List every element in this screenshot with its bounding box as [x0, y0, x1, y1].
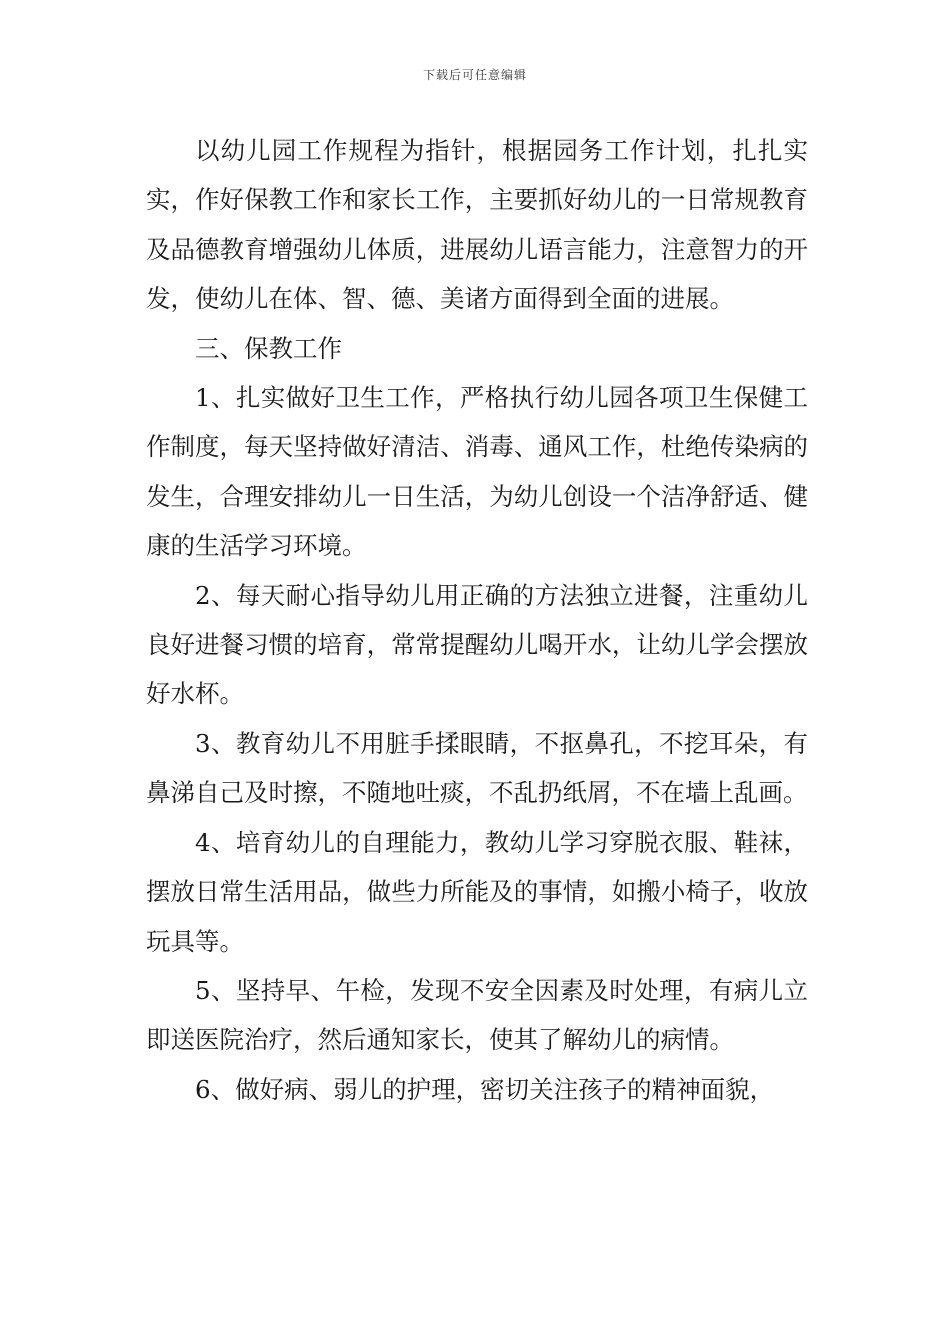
paragraph-item-5: 5、坚持早、午检，发现不安全因素及时处理，有病儿立即送医院治疗，然后通知家长，使其了解幼儿的病情。: [146, 975, 808, 1055]
paragraph-item-1: 1、扎实做好卫生工作，严格执行幼儿园各项卫生保健工作制度，每天坚持做好清洁、消毒、通风工作，杜绝传染病的发生，合理安排幼儿一日生活，为幼儿创设一个洁净舒适、健康的生活学习环境。: [146, 383, 808, 561]
paragraph-item-4: 4、培育幼儿的自理能力，教幼儿学习穿脱衣服、鞋袜，摆放日常生活用品，做些力所能及的事情，如搬小椅子，收放玩具等。: [146, 827, 808, 956]
paragraph-item-6: 6、做好病、弱儿的护理，密切关注孩子的精神面貌，: [195, 1074, 775, 1104]
paragraph-intro: 以幼儿园工作规程为指针，根据园务工作计划，扎扎实实，作好保教工作和家长工作，主要抓好幼儿的一日常规教育及品德教育增强幼儿体质，进展幼儿语言能力，注意智力的开发，使幼儿在体、智、德、美诸方面得到全面的进展。: [146, 136, 808, 314]
section-heading-baojiao: 三、保教工作: [195, 333, 342, 363]
document-body: [146, 126, 808, 1114]
paragraph-item-2: 2、每天耐心指导幼儿用正确的方法独立进餐，注重幼儿良好进餐习惯的培育，常常提醒幼儿喝开水，让幼儿学会摆放好水杯。: [146, 580, 808, 709]
header-note: 下载后可任意编辑: [422, 68, 527, 82]
paragraph-item-3: 3、教育幼儿不用脏手揉眼睛，不抠鼻孔，不挖耳朵，有鼻涕自己及时擦，不随地吐痰，不乱扔纸屑，不在墙上乱画。: [146, 728, 808, 808]
